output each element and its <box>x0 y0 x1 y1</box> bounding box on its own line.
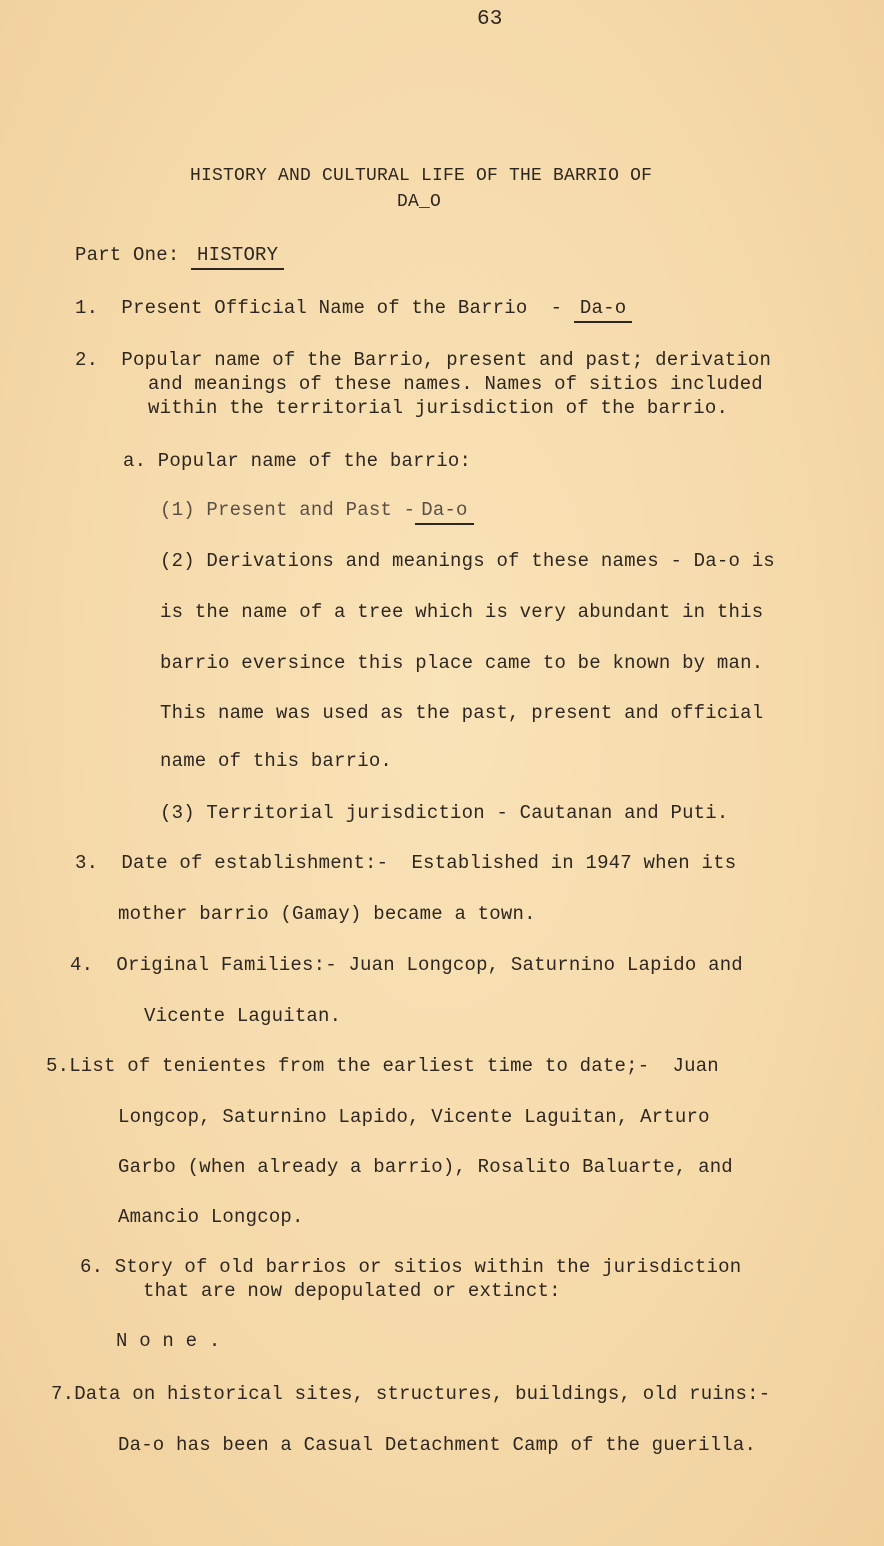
page-title-barrio: DA_O <box>397 192 442 212</box>
sub-item-2-line4: This name was used as the past, present and official <box>160 702 764 724</box>
item-4-line2: Vicente Laguitan. <box>144 1005 342 1027</box>
item-2-line2: and meanings of these names. Names of sitios included <box>148 373 763 395</box>
page-number: 63 <box>477 8 503 31</box>
sub-item-2-line5: name of this barrio. <box>160 750 393 772</box>
part-label: Part One: <box>75 244 180 266</box>
sub-item-2-line3: barrio eversince this place came to be known by man. <box>160 652 764 674</box>
item-7-line1: 7.Data on historical sites, structures, buildings, old ruins:- <box>51 1383 771 1405</box>
item-6-line1: 6. Story of old barrios or sitios within the jurisdiction <box>80 1256 742 1278</box>
item-5-line2: Longcop, Saturnino Lapido, Vicente Laguitan, Arturo <box>118 1106 710 1128</box>
item-6-line2: that are now depopulated or extinct: <box>143 1280 561 1302</box>
item-1 <box>75 296 632 320</box>
none-text: N o n e . <box>116 1330 221 1352</box>
item-2a: a. Popular name of the barrio: <box>123 450 472 472</box>
sub-item-1-text: (1) Present and Past - <box>160 499 416 521</box>
item-4-line1: 4. Original Families:- Juan Longcop, Saturnino Lapido and <box>70 954 743 976</box>
item-5-line4: Amancio Longcop. <box>118 1206 304 1228</box>
item-1-value: Da-o <box>574 297 632 323</box>
item-3-line2: mother barrio (Gamay) became a town. <box>118 903 536 925</box>
sub-item-3: (3) Territorial jurisdiction - Cautanan and Puti. <box>160 802 729 824</box>
item-5-line3: Garbo (when already a barrio), Rosalito Baluarte, and <box>118 1156 733 1178</box>
sub-item-1 <box>160 498 474 522</box>
item-7-line2: Da-o has been a Casual Detachment Camp of the guerilla. <box>118 1434 757 1456</box>
item-2-line3: within the territorial jurisdiction of the barrio. <box>148 397 729 419</box>
sub-item-1-value: Da-o <box>415 499 473 525</box>
page-title: HISTORY AND CULTURAL LIFE OF THE BARRIO OF <box>190 166 653 186</box>
part-value: HISTORY <box>191 244 284 270</box>
sub-item-2-line1: (2) Derivations and meanings of these names - Da-o is <box>160 550 775 572</box>
item-2-line1: 2. Popular name of the Barrio, present and past; derivation <box>75 349 772 371</box>
item-1-text: 1. Present Official Name of the Barrio - <box>75 297 563 319</box>
sub-item-2-line2: is the name of a tree which is very abundant in this <box>160 601 764 623</box>
part-heading <box>75 243 284 267</box>
item-5-line1: 5.List of tenientes from the earliest time to date;- Juan <box>46 1055 719 1077</box>
item-3-line1: 3. Date of establishment:- Established in 1947 when its <box>75 852 737 874</box>
